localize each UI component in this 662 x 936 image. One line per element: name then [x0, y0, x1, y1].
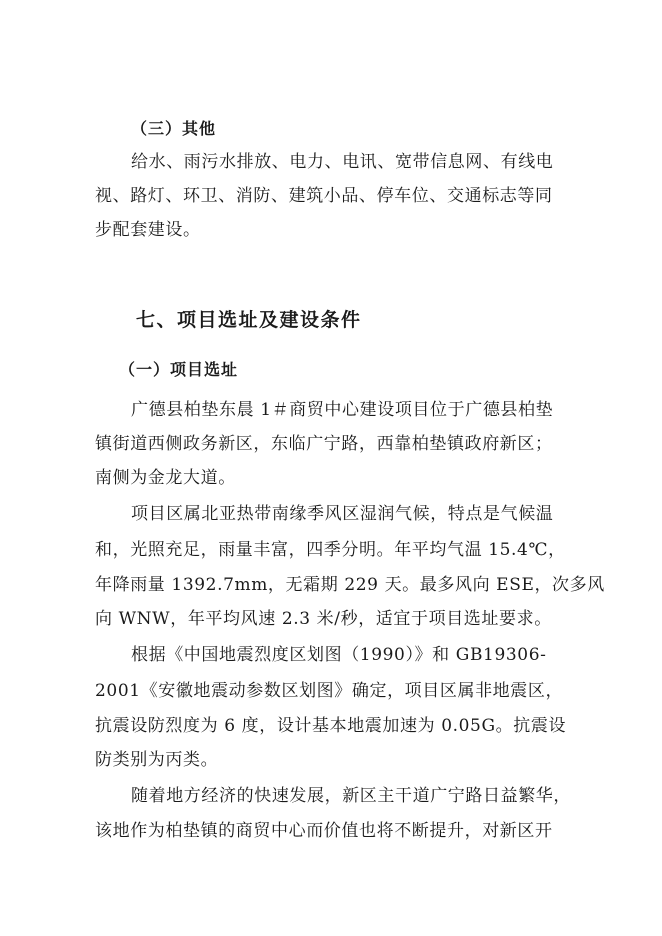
section-heading-site: （一）项目选址 — [119, 360, 239, 379]
paragraph-line: 向 WNW，年平均风速 2.3 米/秒，适宜于项目选址要求。 — [95, 609, 552, 629]
paragraph-line: 抗震设防烈度为 6 度，设计基本地震加速为 0.05G。抗震设 — [95, 716, 567, 736]
section-heading-other: （三）其他 — [131, 119, 217, 138]
paragraph-line: 防类别为丙类。 — [95, 750, 219, 770]
paragraph-line: 年降雨量 1392.7mm，无霜期 229 天。最多风向 ESE，次多风 — [95, 575, 605, 595]
paragraph-line: 给水、雨污水排放、电力、电讯、宽带信息网、有线电 — [131, 152, 554, 172]
paragraph-line: 2001《安徽地震动参数区划图》确定，项目区属非地震区， — [95, 681, 564, 701]
paragraph-line: 随着地方经济的快速发展，新区主干道广宁路日益繁华， — [131, 786, 571, 806]
chapter-title: 七、项目选址及建设条件 — [136, 309, 362, 331]
paragraph-line: 广德县柏垫东晨 1＃商贸中心建设项目位于广德县柏垫 — [131, 400, 554, 420]
paragraph-line: 项目区属北亚热带南缘季风区湿润气候，特点是气候温 — [131, 504, 554, 524]
paragraph-line: 南侧为金龙大道。 — [95, 468, 236, 488]
paragraph-line: 视、路灯、环卫、消防、建筑小品、停车位、交通标志等同 — [95, 186, 553, 206]
paragraph-line: 该地作为柏垫镇的商贸中心而价值也将不断提升，对新区开 — [95, 821, 553, 841]
paragraph-line: 步配套建设。 — [95, 220, 201, 240]
paragraph-line: 和，光照充足，雨量丰富，四季分明。年平均气温 15.4℃， — [95, 540, 566, 560]
paragraph-line: 镇街道西侧政务新区，东临广宁路，西靠柏垫镇政府新区； — [95, 434, 553, 454]
paragraph-line: 根据《中国地震烈度区划图（1990）》和 GB19306- — [131, 645, 547, 665]
